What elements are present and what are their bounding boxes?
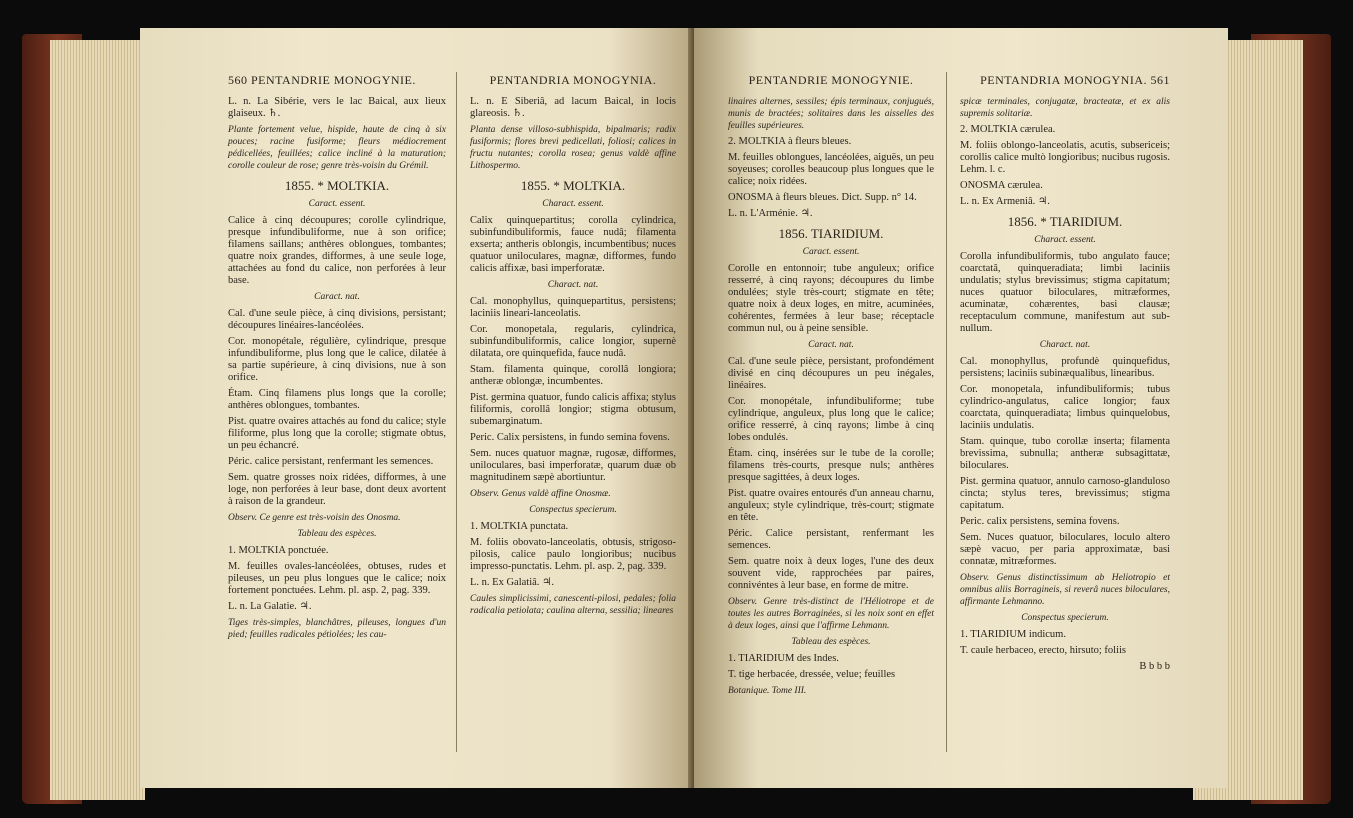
species-description: T. tige herbacée, dressée, velue; feuilles xyxy=(728,669,896,680)
page-header: PENTANDRIE MONOGYNIE. xyxy=(748,73,914,87)
pistil-text: Pist. quatre ovaires entourés d'un anneau charnu, anguleux; style cylindrique, très-court; stigmate en tête. xyxy=(728,488,934,523)
genus-title: 1855. * MOLTKIA. xyxy=(284,178,390,193)
essential-characters: Corolla infundibuliformis, tubo angulato fauce; coarctatâ, quinqueradiata; limbi laciniis undulatis; stylus brevissimus; stigma capitatum; nuces quatuor biloculares, mitræformes, acuminatæ, cohærentes, basi clausæ; receptaculum commune, manifestum aut sub-nullum. xyxy=(960,251,1170,334)
synonym: ONOSMA à fleurs bleues. Dict. Supp. n° 14. xyxy=(728,192,917,203)
page-footer: Botanique. Tome III. xyxy=(728,686,807,696)
page-header: 560 PENTANDRIE MONOGYNIE. xyxy=(228,73,416,87)
right-page xyxy=(694,28,1228,788)
seeds-text: Sem. quatre noix à deux loges, l'une des deux souvent vide, rapprochées par paires, connivéntes à leur base, en forme de mitre. xyxy=(728,556,934,591)
species-description: M. foliis oblongo-lanceolatis, acutis, subsericeis; corollis calice multò longioribus; nucibus rugosis. Lehm. l. c. xyxy=(960,140,1170,175)
seeds-text: Sem. Nuces quatuor, biloculares, loculo altero sæpè vacuo, per paria approximatæ, basi connatæ, mitræformes. xyxy=(960,532,1170,567)
pistil-text: Pist. germina quatuor, annulo carnoso-glanduloso cincta; stylus teres, brevissimus; stigma capitatum. xyxy=(960,476,1170,511)
seeds-text: Sem. nuces quatuor magnæ, rugosæ, difformes, uniloculares, basi imperforatæ, quarum duæ ob magnitudinem sæpè abortiuntur. xyxy=(470,448,676,483)
signature-mark: B b b b xyxy=(1139,661,1170,672)
observation: Observ. Ce genre est très-voisin des Onosma. xyxy=(228,513,401,523)
plant-description: linaires alternes, sessiles; épis terminaux, conjugués, munis de bractées; solitaires dans les aisselles des feuilles supérieures. xyxy=(728,97,934,131)
observation: Observ. Genus distinctissimum ab Heliotropio et omnibus aliis Borragineis, si reverâ nuces biloculares, affirmante Lehmanno. xyxy=(960,573,1170,607)
species-note: Caules simplicissimi, canescenti-pilosi, pedales; folia radicalia petiolata; caulina alterna, sessilia; lineares xyxy=(470,594,676,616)
right-page-latin-column xyxy=(960,74,1170,677)
section-title: Tableau des espèces. xyxy=(791,637,871,647)
section-title: Caract. nat. xyxy=(808,340,854,350)
species-title: 2. MOLTKIA cærulea. xyxy=(960,124,1056,135)
right-page-french-column xyxy=(728,74,934,701)
section-title: Caract. nat. xyxy=(314,292,360,302)
page-header: PENTANDRIA MONOGYNIA. 561 xyxy=(980,73,1170,87)
calyx-text: Cal. d'une seule pièce, persistant, profondément divisé en cinq découpures un peu inégales, linéaires. xyxy=(728,356,934,391)
column-rule xyxy=(456,72,457,752)
genus-title: 1855. * MOLTKIA. xyxy=(520,178,626,193)
pericarp-text: Peric. Calix persistens, in fundo semina fovens. xyxy=(470,432,670,443)
plant-description: Plante fortement velue, hispide, haute de cinq à six pouces; racine fusiforme; fleurs médiocrement pédicellées, feuillées; calice incliné à la maturation; corolle couleur de rose; genre très-voisin du Grémil. xyxy=(228,125,446,171)
section-title: Tableau des espèces. xyxy=(297,529,377,539)
genus-title: 1856. * TIARIDIUM. xyxy=(1007,214,1123,229)
essential-characters: Calix quinquepartitus; corolla cylindrica, subinfundibuliformis, fauce nudâ; filamenta exserta; antheris oblongis, incumbentibus; nuces quatuor uniloculares, magnæ, difformes, fundo calicis affixæ, basi imperforatæ. xyxy=(470,215,676,274)
left-page xyxy=(140,28,692,788)
species-description: M. feuilles ovales-lancéolées, obtuses, rudes et pileuses, un peu plus longues que le calice; noix fortement ponctuées. Lehm. pl. asp. 2, pag. 339. xyxy=(228,561,446,596)
stamens-text: Étam. cinq, insérées sur le tube de la corolle; filamens très-courts, presque nuls; anthères presque sagittées, à deux loges. xyxy=(728,448,934,483)
pericarp-text: Péric. Calice persistant, renfermant les semences. xyxy=(728,528,934,551)
section-title: Charact. essent. xyxy=(1034,235,1096,245)
species-description: M. foliis obovato-lanceolatis, obtusis, strigoso-pilosis, calice paulo longioribus; nucibus impresso-punctatis. Lehm. pl. asp. 2, pag. 339. xyxy=(470,537,676,572)
species-locality: L. n. Ex Galatiâ. ♃. xyxy=(470,577,555,588)
section-title: Caract. essent. xyxy=(802,247,860,257)
stamens-text: Stam. filamenta quinque, corollâ longiora; antheræ oblongæ, incumbentes. xyxy=(470,364,676,387)
stamens-text: Étam. Cinq filamens plus longs que la corolle; anthères oblongues, tombantes. xyxy=(228,388,446,411)
essential-characters: Corolle en entonnoir; tube anguleux; orifice resserré, à cinq rayons; découpures du limbe ondulées; style très-court; stigmate en tête; quatre noix à deux loges, en mitre, acuminées, cohérentes, fermées à leur base; réceptacle commun nul, ou à peine sensible. xyxy=(728,263,934,334)
corolla-text: Cor. monopétale, infundibuliforme; tube cylindrique, anguleux, plus long que le calice; orifice resserré, à cinq rayons; limbe à cinq lobes ondulés. xyxy=(728,396,934,443)
section-title: Charact. nat. xyxy=(1039,340,1091,350)
species-locality: L. n. La Galatie. ♃. xyxy=(228,601,312,612)
observation: Observ. Genre très-distinct de l'Héliotrope et de toutes les autres Borraginées, si les noix sont en effet à deux loges, ainsi que l'affirme Lehmann. xyxy=(728,597,934,631)
species-description: T. caule herbaceo, erecto, hirsuto; foliis xyxy=(960,645,1126,656)
species-description: M. feuilles oblongues, lancéolées, aiguës, un peu soyeuses; corolles beaucoup plus longues que le calice; noix ridées. xyxy=(728,152,934,187)
locality: L. n. E Siberiâ, ad lacum Baical, in locis glareosis. ♄. xyxy=(470,96,676,119)
species-note: Tiges très-simples, blanchâtres, pileuses, longues d'un pied; feuilles radicales pétiolées; les cau- xyxy=(228,618,446,640)
species-title: 1. MOLTKIA punctata. xyxy=(470,521,569,532)
species-title: 1. TIARIDIUM indicum. xyxy=(960,629,1066,640)
seeds-text: Sem. quatre grosses noix ridées, difformes, à une loge, non perforées à leur base, dont deux avortent à raison de la grandeur. xyxy=(228,472,446,507)
pericarp-text: Péric. calice persistant, renfermant les semences. xyxy=(228,456,434,467)
section-title: Charact. essent. xyxy=(542,199,604,209)
genus-title: 1856. TIARIDIUM. xyxy=(778,226,884,241)
calyx-text: Cal. monophyllus, profundè quinquefidus, persistens; laciniis subinæqualibus, linearibus. xyxy=(960,356,1170,379)
corolla-text: Cor. monopétale, régulière, cylindrique, presque infundibuliforme, plus long que le calice, dilatée à sa partie supérieure, à cinq divisions, nue à son orifice. xyxy=(228,336,446,383)
species-locality: L. n. Ex Armeniâ. ♃. xyxy=(960,196,1050,207)
section-title: Caract. essent. xyxy=(308,199,366,209)
locality: L. n. La Sibérie, vers le lac Baical, aux lieux glaiseux. ♄. xyxy=(228,96,446,119)
section-title: Charact. nat. xyxy=(547,280,599,290)
species-title: 1. MOLTKIA ponctuée. xyxy=(228,545,329,556)
species-locality: L. n. L'Arménie. ♃. xyxy=(728,208,813,219)
calyx-text: Cal. d'une seule pièce, à cinq divisions, persistant; découpures linéaires-lancéolées. xyxy=(228,308,446,331)
plant-description: spicæ terminales, conjugatæ, bracteatæ, et ex alis supremis solitariæ. xyxy=(960,97,1170,119)
synonym: ONOSMA cærulea. xyxy=(960,180,1043,191)
page-header: PENTANDRIA MONOGYNIA. xyxy=(489,73,657,87)
pistil-text: Pist. quatre ovaires attachés au fond du calice; style filiforme, plus long que la corolle; stigmate obtus, un peu échancré. xyxy=(228,416,446,451)
pericarp-text: Peric. calix persistens, semina fovens. xyxy=(960,516,1120,527)
plant-description: Planta dense villoso-subhispida, bipalmaris; radix fusiformis; flores brevi pedicellati, foliosi; calices in fructu nutantes; corolla rosea; genus valdè affine Lithospermo. xyxy=(470,125,676,171)
pistil-text: Pist. germina quatuor, fundo calicis affixa; stylus filiformis, corollâ longior; stigma obtusum, subemarginatum. xyxy=(470,392,676,427)
section-title: Conspectus specierum. xyxy=(529,505,617,515)
left-page-french-column xyxy=(228,74,446,645)
left-page-latin-column xyxy=(470,74,676,621)
calyx-text: Cal. monophyllus, quinquepartitus, persistens; laciniis lineari-lanceolatis. xyxy=(470,296,676,319)
section-title: Conspectus specierum. xyxy=(1021,613,1109,623)
left-page-edges xyxy=(50,40,145,800)
observation: Observ. Genus valdè affine Onosmæ. xyxy=(470,489,611,499)
species-title: 1. TIARIDIUM des Indes. xyxy=(728,653,839,664)
stamens-text: Stam. quinque, tubo corollæ inserta; filamenta brevissima, subnulla; antheræ subsagittatæ, biloculares. xyxy=(960,436,1170,471)
column-rule xyxy=(946,72,947,752)
corolla-text: Cor. monopetala, infundibuliformis; tubus cylindrico-angulatus, calice longior; faux coarctata, quinqueradiata; limbus quinquelobus, laciniis undulatis. xyxy=(960,384,1170,431)
species-title: 2. MOLTKIA à fleurs bleues. xyxy=(728,136,852,147)
corolla-text: Cor. monopetala, regularis, cylindrica, subinfundibuliformis, calice longior, supernè dilatata, ore quinquefida, fauce nudâ. xyxy=(470,324,676,359)
essential-characters: Calice à cinq découpures; corolle cylindrique, presque infundibuliforme, nue à son orifice; filamens saillans; anthères oblongues, tombantes; quatre noix grandes, difformes, à une seule loge, attachées au fond du calice, non perforées à leur base. xyxy=(228,215,446,286)
